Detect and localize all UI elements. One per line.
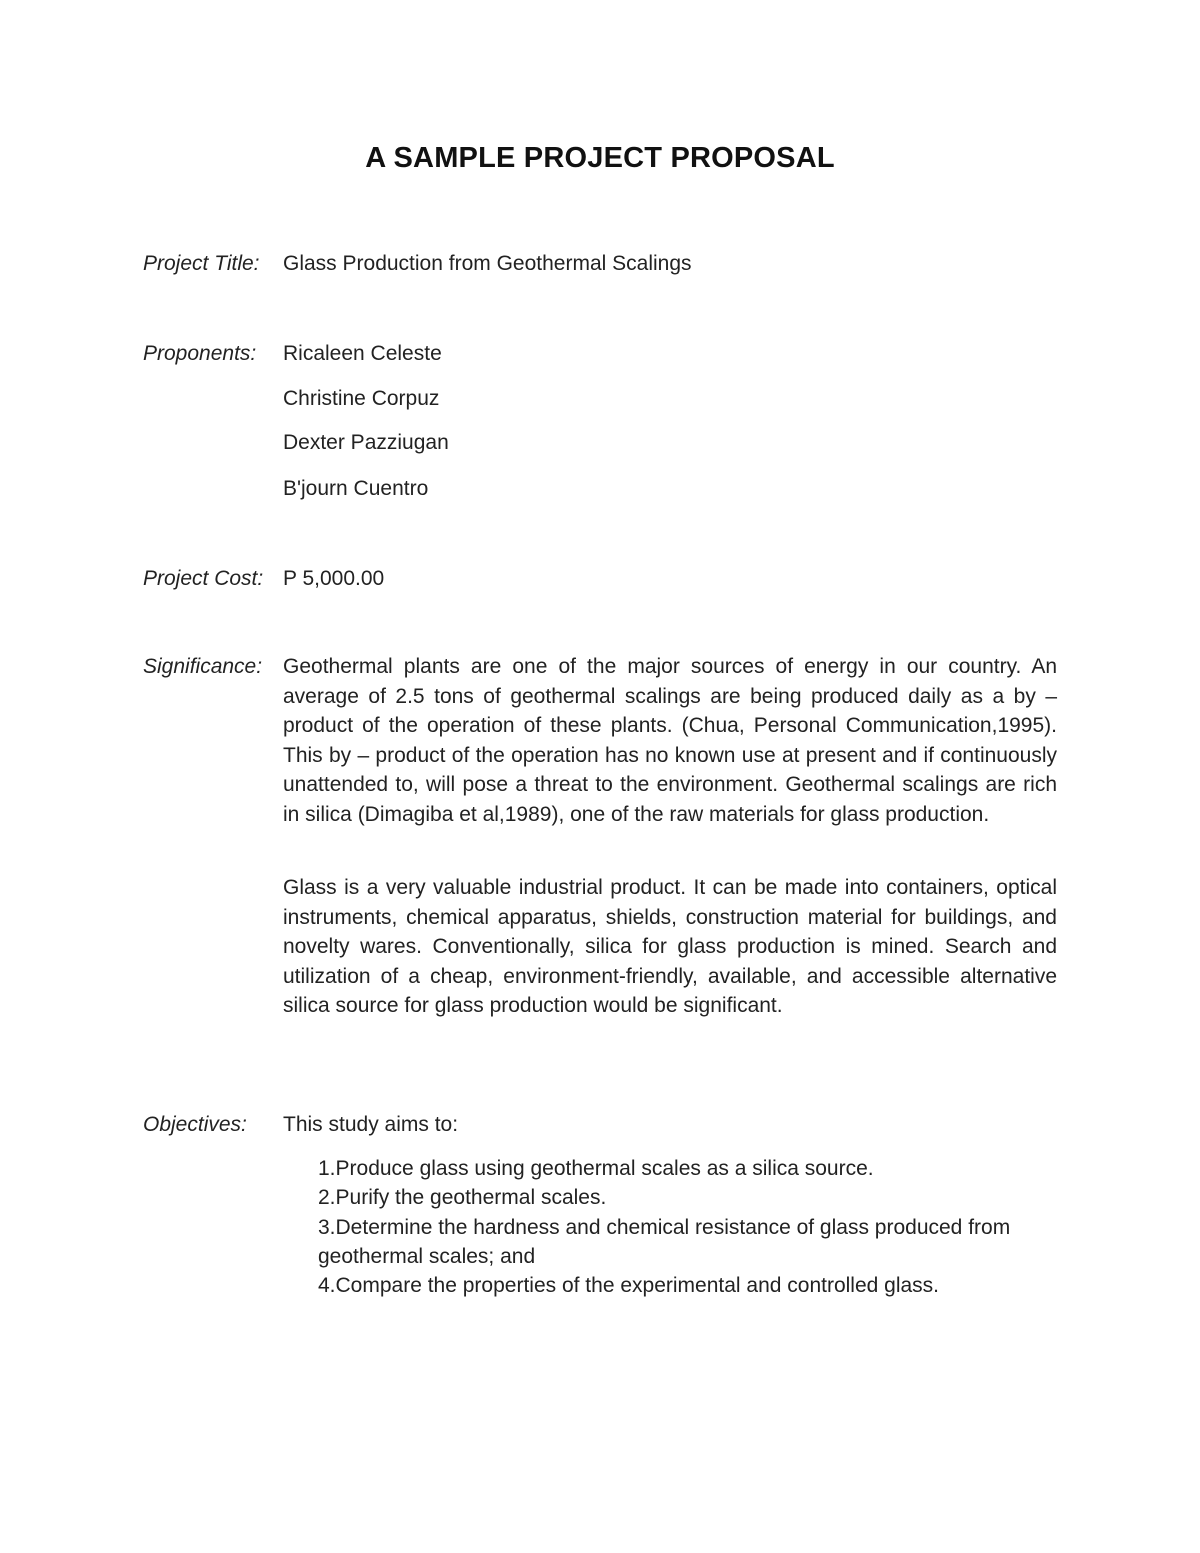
project-title-value: Glass Production from Geothermal Scalings — [283, 252, 692, 275]
objective-item: 1.Produce glass using geothermal scales as a silica source. — [318, 1157, 874, 1180]
document-title: A SAMPLE PROJECT PROPOSAL — [365, 142, 835, 174]
significance-paragraph: Glass is a very valuable industrial product. It can be made into containers, optical instruments, chemical apparatus, shields, construction material for buildings, and novelty wares. Conventionally, silica for glass production is mined. Search and utilization of a cheap, environment-friendly, available, and accessible alternative silica source for glass production would be significant. — [283, 876, 1057, 1017]
proponent-name: B'journ Cuentro — [283, 477, 429, 500]
significance-paragraph: Geothermal plants are one of the major sources of energy in our country. An average of 2.5 tons of geothermal scalings are being produced daily as a by – product of the operation of these plants. (Chua, Personal Communication,1995). This by – product of the operation has no known use at present and if continuously unattended to, will pose a threat to the environment. Geothermal scalings are rich in silica (Dimagiba et al,1989), one of the raw materials for glass production. — [283, 655, 1057, 826]
project-cost-label: Project Cost: — [143, 567, 264, 590]
objective-item: 4.Compare the properties of the experimental and controlled glass. — [318, 1274, 940, 1298]
proponent-name: Ricaleen Celeste — [283, 342, 442, 365]
significance-label: Significance: — [143, 655, 263, 678]
proponent-name: Christine Corpuz — [283, 387, 440, 410]
objectives-intro: This study aims to: — [283, 1113, 459, 1136]
objective-item: 2.Purify the geothermal scales. — [318, 1186, 607, 1210]
objective-item: 3.Determine the hardness and chemical resistance of glass produced from geothermal scales; and — [318, 1215, 1011, 1268]
proponent-name: Dexter Pazziugan — [283, 431, 449, 454]
objectives-list — [318, 1154, 1058, 1300]
proponents-label: Proponents: — [143, 342, 257, 365]
objectives-label: Objectives: — [143, 1113, 247, 1136]
project-title-label: Project Title: — [143, 252, 260, 275]
project-cost-value: P 5,000.00 — [283, 567, 385, 590]
